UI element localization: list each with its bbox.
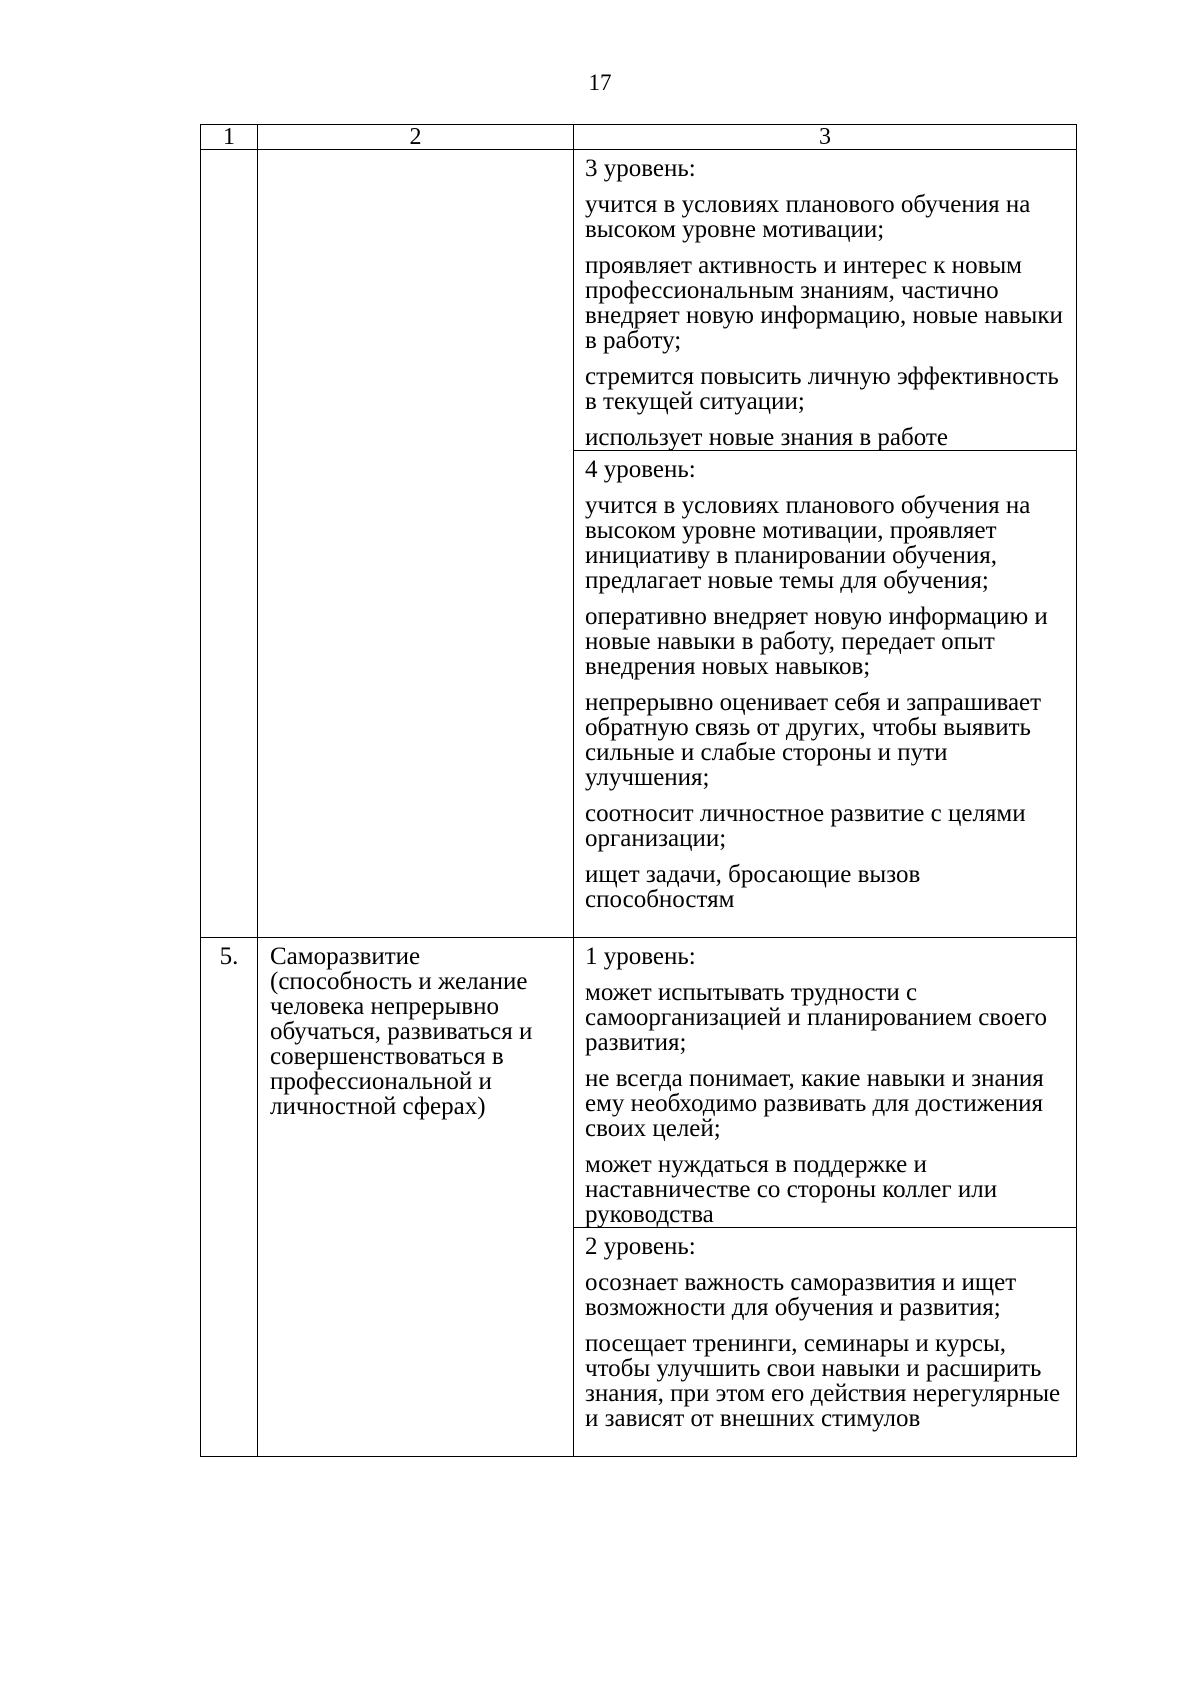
page-number: 17 <box>588 70 612 95</box>
level-title: 2 уровень: <box>585 1233 696 1260</box>
skill-cell <box>258 150 574 938</box>
level-item: учится в условиях планового обучения на высоком уровне мотивации, проявляет инициативу в планировании обучения, предлагает новые темы для обучения; <box>585 492 1031 594</box>
level-item: посещает тренинги, семинары и курсы, чтобы улучшить свои навыки и расширить знания, при этом его действия нерегулярные и зависят от внешних стимулов <box>585 1330 1061 1432</box>
level-item: использует новые знания в работе <box>585 424 948 451</box>
level-title: 1 уровень: <box>585 943 696 970</box>
header-col-2: 2 <box>258 125 574 150</box>
table-row <box>201 150 1077 451</box>
level-title: 3 уровень: <box>585 155 696 182</box>
table-header-row <box>201 125 1077 150</box>
level-item: учится в условиях планового обучения на высоком уровне мотивации; <box>585 191 1031 243</box>
level-title: 4 уровень: <box>585 456 696 483</box>
level-item: ищет задачи, бросающие вызов способностям <box>585 861 921 913</box>
table-row <box>201 938 1077 1228</box>
level-item: осознает важность саморазвития и ищет возможности для обучения и развития; <box>585 1269 1017 1321</box>
level-item: может испытывать трудности с самоорганизацией и планированием своего развития; <box>585 979 1047 1056</box>
level-item: может нуждаться в поддержке и наставничестве со стороны коллег или руководства <box>585 1151 998 1228</box>
header-col-3: 3 <box>574 125 1077 150</box>
level-item: оперативно внедряет новую информацию и новые навыки в работу, передает опыт внедрения новых навыков; <box>585 603 1048 680</box>
level-item: соотносит личностное развитие с целями организации; <box>585 800 1026 852</box>
header-col-1: 1 <box>201 125 258 150</box>
row-number-cell <box>201 150 258 938</box>
skill-cell: Саморазвитие (способность и желание человека непрерывно обучаться, развиваться и совершенствоваться в профессиональной и личностной сферах) <box>258 938 574 1457</box>
level-cell <box>574 451 1077 938</box>
competency-table <box>200 124 1077 1457</box>
level-cell <box>574 150 1077 451</box>
level-cell <box>574 938 1077 1228</box>
level-item: непрерывно оценивает себя и запрашивает обратную связь от других, чтобы выявить сильные и слабые стороны и пути улучшения; <box>585 689 1042 791</box>
level-item: не всегда понимает, какие навыки и знания ему необходимо развивать для достижения своих целей; <box>585 1065 1044 1142</box>
level-cell <box>574 1228 1077 1457</box>
row-number-cell: 5. <box>201 938 258 1457</box>
level-item: стремится повысить личную эффективность в текущей ситуации; <box>585 363 1059 415</box>
level-item: проявляет активность и интерес к новым профессиональным знаниям, частично внедряет новую информацию, новые навыки в работу; <box>585 252 1063 354</box>
